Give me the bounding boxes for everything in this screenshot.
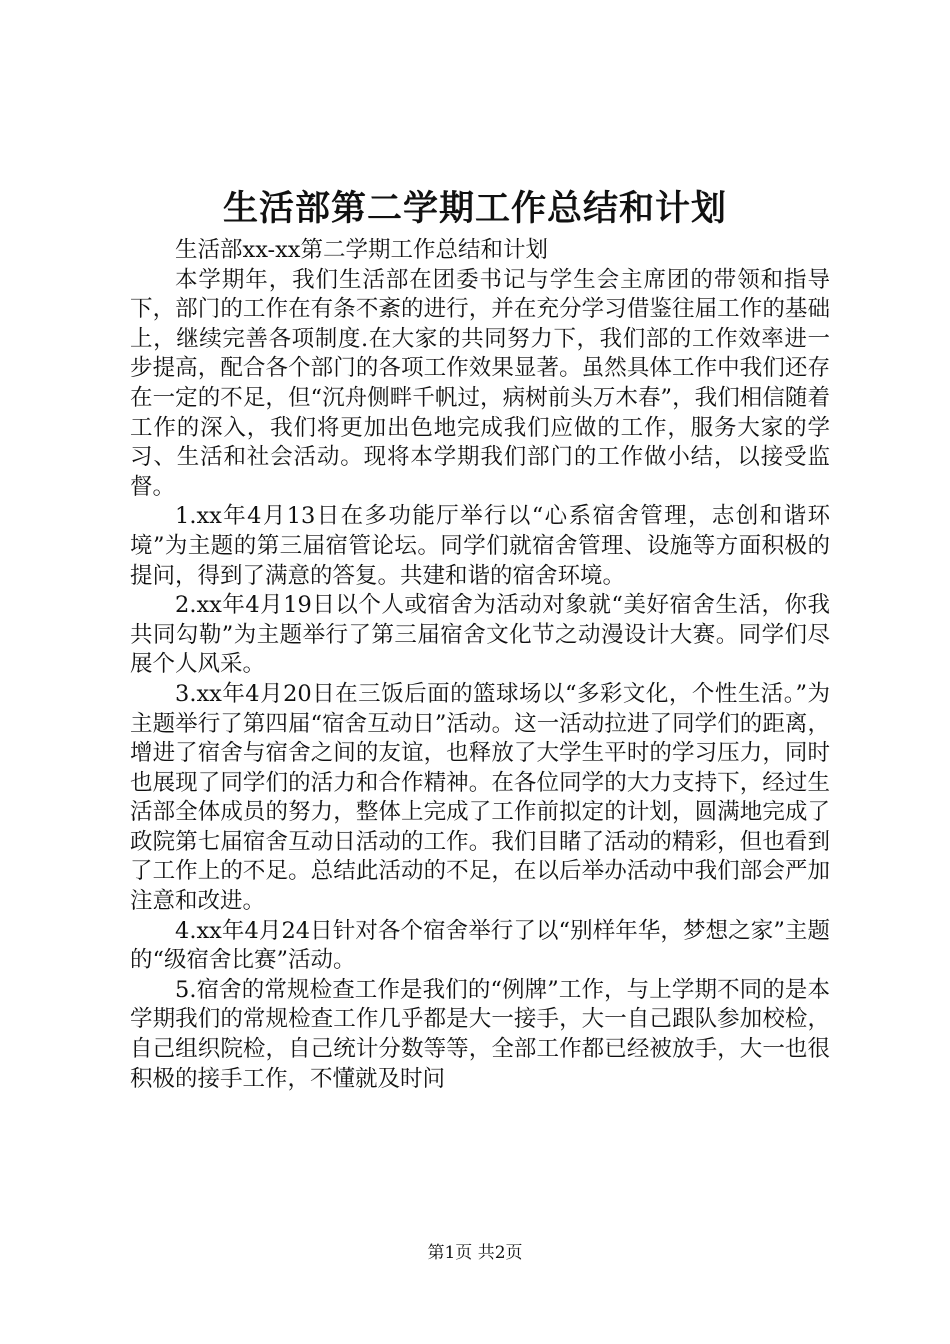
page-number-footer: 第1页 共2页 (427, 1243, 523, 1263)
intro-paragraph: 本学期年，我们生活部在团委书记与学生会主席团的带领和指导下，部门的工作在有条不紊的进行，并在充分学习借鉴往届工作的基础上，继续完善各项制度.在大家的共同努力下，我们部的工作效率进一步提高，配合各个部门的各项工作效果显著。虽然具体工作中我们还存在一定的不足，但“沉舟侧畔千帆过，病树前头万木春”，我们相信随着工作的深入，我们将更加出色地完成我们应做的工作，服务大家的学习、生活和社会活动。现将本学期我们部门的工作做小结，以接受监督。 (130, 266, 830, 500)
subtitle-paragraph: 生活部xx-xx第二学期工作总结和计划 (175, 237, 548, 263)
item-paragraph-5: 5.宿舍的常规检查工作是我们的“例牌”工作，与上学期不同的是本学期我们的常规检查工作几乎都是大一接手，大一自己跟队参加校检，自己组织院检，自己统计分数等等，全部工作都已经被放手，大一也很积极的接手工作，不懂就及时问 (130, 976, 830, 1092)
item-paragraph-3: 3.xx年4月20日在三饭后面的篮球场以“多彩文化，个性生活。”为主题举行了第四届“宿舍互动日”活动。这一活动拉进了同学们的距离，增进了宿舍与宿舍之间的友谊，也释放了大学生平时的学习压力，同时也展现了同学们的活力和合作精神。在各位同学的大力支持下，经过生活部全体成员的努力，整体上完成了工作前拟定的计划，圆满地完成了政院第七届宿舍互动日活动的工作。我们目睹了活动的精彩，但也看到了工作上的不足。总结此活动的不足，在以后举办活动中我们部会严加注意和改进。 (130, 680, 830, 915)
item-paragraph-1: 1.xx年4月13日在多功能厅举行以“心系宿舍管理，志创和谐环境”为主题的第三届宿管论坛。同学们就宿舍管理、设施等方面积极的提问，得到了满意的答复。共建和谐的宿舍环境。 (130, 503, 830, 589)
document-title: 生活部第二学期工作总结和计划 (222, 188, 727, 229)
item-paragraph-4: 4.xx年4月24日针对各个宿舍举行了以“别样年华，梦想之家”主题的“级宿舍比赛”活动。 (130, 917, 830, 974)
item-paragraph-2: 2.xx年4月19日以个人或宿舍为活动对象就“美好宿舍生活，你我共同勾勒”为主题举行了第三届宿舍文化节之动漫设计大赛。同学们尽展个人风采。 (130, 592, 830, 678)
document-body (130, 236, 830, 1094)
